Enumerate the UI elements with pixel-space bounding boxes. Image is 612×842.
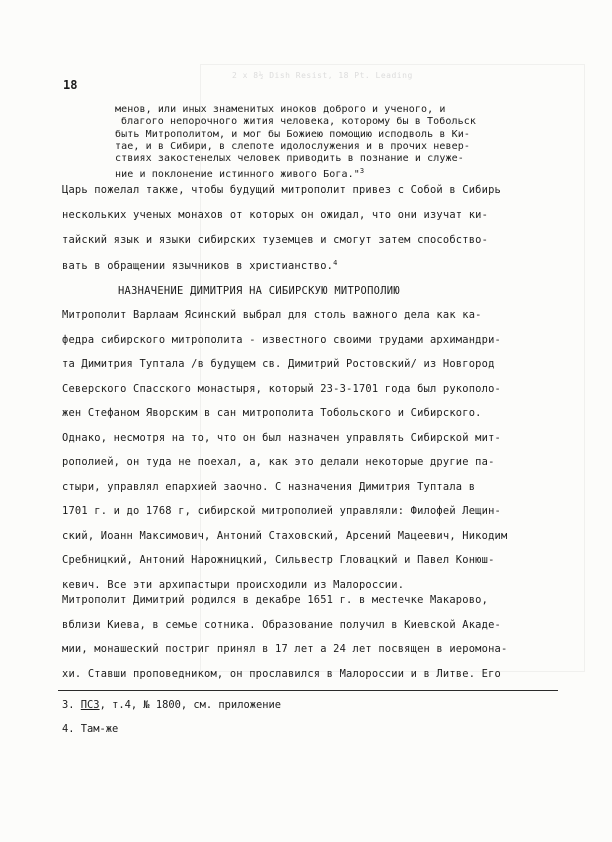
text-line: вать в обращении язычников в христианство. [62, 260, 334, 272]
text-line: хи. Ставши проповедником, он прославился в Малороссии и в Литве. Его [62, 667, 501, 680]
text-line: вблизи Киева, в семье сотника. Образование получил в Киевской Акаде- [62, 618, 501, 631]
footnote [62, 699, 281, 711]
text-line: Сребницкий, Антоний Нарожницкий, Сильвестр Гловацкий и Павел Конюш- [62, 554, 495, 566]
footnote-number: 3. [62, 699, 75, 711]
footnote-text: , т.4, № 1800, см. приложение [99, 699, 281, 711]
text-line: стыри, управлял епархией заочно. С назначения Димитрия Туптала в [62, 480, 476, 493]
text-line: федра сибирского митрополита - известного своими трудами архимандри- [62, 333, 501, 346]
section-heading: НАЗНАЧЕНИЕ ДИМИТРИЯ НА СИБИРСКУЮ МИТРОПОЛИЮ [118, 285, 400, 297]
text-line: 1701 г. и до 1768 г, сибирской митрополией управляли: Филофей Лещин- [62, 505, 501, 517]
footnote-number: 4. [62, 723, 75, 735]
quote-line: благого непорочного жития человека, которому бы в Тобольск [121, 116, 476, 128]
text-line: кевич. Все эти архипастыри происходили из Малороссии. [62, 578, 405, 591]
text-line: нескольких ученых монахов от которых он ожидал, что они изучат ки- [62, 209, 489, 221]
text-line: Митрополит Димитрий родился в декабре 1651 г. в местечке Макарово, [62, 594, 489, 606]
text-line: мии, монашеский постриг принял в 17 лет а 24 лет посвящен в иеромона- [62, 643, 508, 655]
text-line: Однако, несмотря на то, что он был назначен управлять Сибирской мит- [62, 431, 501, 444]
quote-line: быть Митрополитом, и мог бы Божиею помощию исподволь в Ки- [115, 128, 470, 140]
quote-line: ние и поклонение истинного живого Бога." [115, 169, 360, 181]
quote-line: ствиях закостенелых человек приводить в познание и служе- [115, 153, 464, 165]
text-line: Царь пожелал также, чтобы будущий митрополит привез с Собой в Сибирь [62, 184, 501, 196]
quote-line: тае, и в Сибири, в слепоте идолослужения и в прочих невер- [115, 140, 470, 152]
footnote-separator [58, 690, 558, 691]
footnote-text: Там-же [80, 723, 119, 735]
text-line: та Димитрия Туптала /в будущем св. Димитрий Ростовский/ из Новгород [62, 358, 495, 370]
footnote-source-abbr: ПСЗ [80, 699, 100, 711]
text-line: ский, Иоанн Максимович, Антоний Стаховский, Арсений Мацеевич, Никодим [62, 529, 508, 542]
quote-line: менов, или иных знаменитых иноков доброго и ученого, и [115, 104, 446, 115]
text-line: Северского Спасского монастыря, который 23-3-1701 года был рукополо- [62, 382, 501, 395]
footnote [62, 723, 118, 735]
bleed-through-header: 2 x 8½ Dish Resist, 18 Pt. Leading [232, 71, 413, 80]
block-quote [115, 104, 555, 182]
text-line: жен Стефаном Яворским в сан митрополита Тобольского и Сибирского. [62, 407, 482, 419]
text-line: тайский язык и языки сибирских туземцев и смогут затем способство- [62, 234, 489, 246]
text-line: Митрополит Варлаам Ясинский выбрал для столь важного дела как ка- [62, 309, 482, 321]
page-number: 18 [63, 78, 78, 92]
footnote-mark: 3 [359, 167, 365, 176]
text-line: рополией, он туда не поехал, а, как это делали некоторые другие па- [62, 456, 495, 468]
footnote-mark: 4 [333, 259, 338, 267]
